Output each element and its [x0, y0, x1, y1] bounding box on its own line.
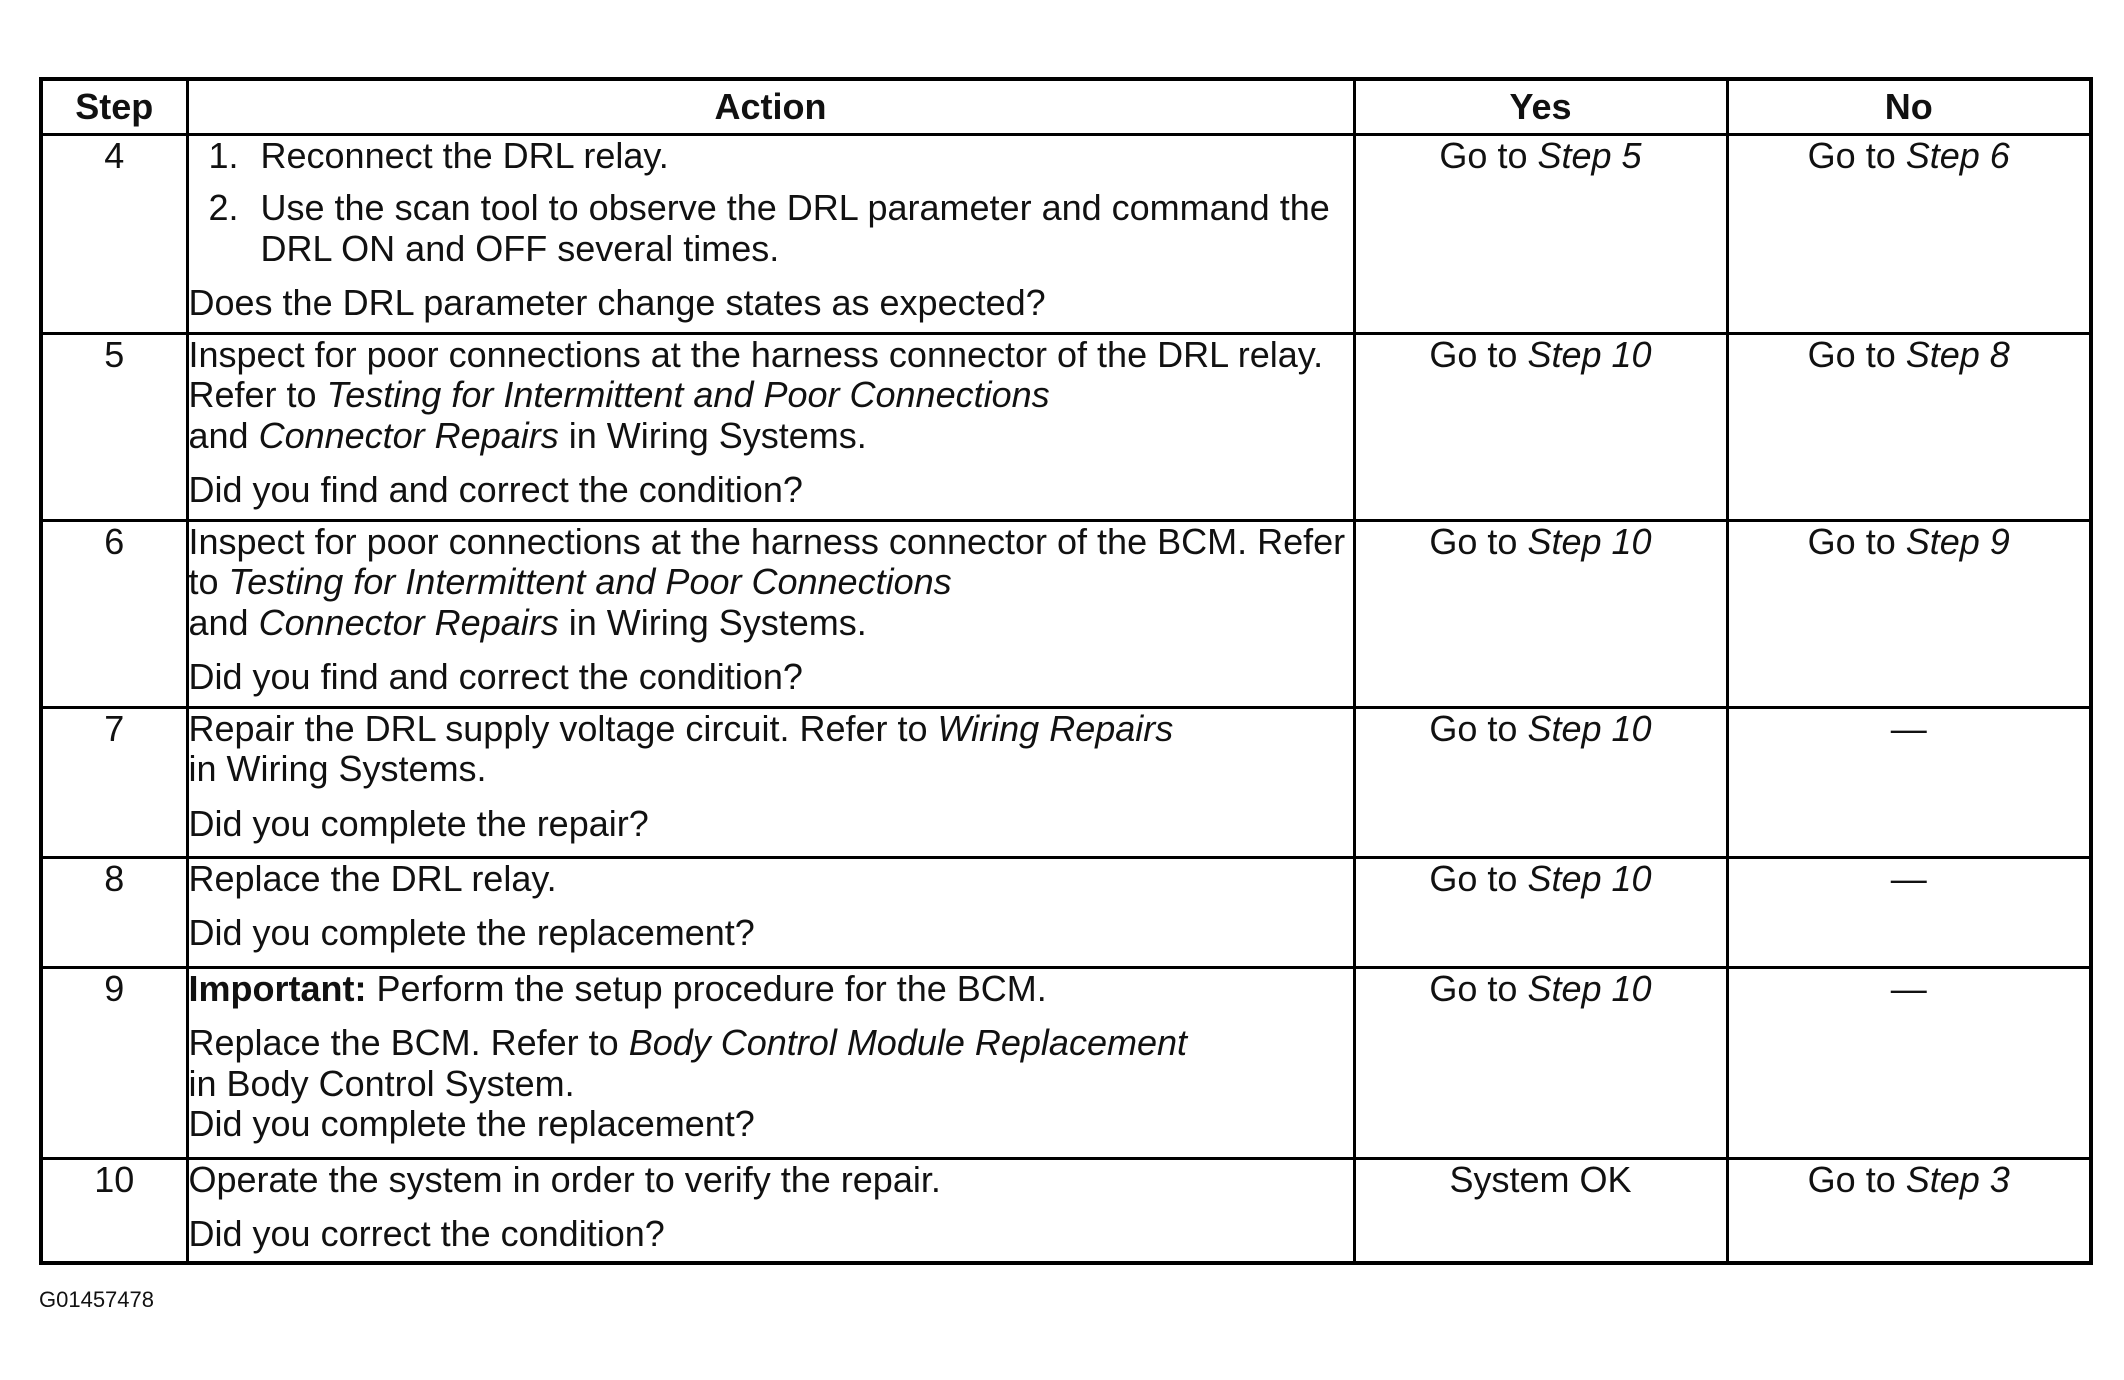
no-dash: —	[1890, 968, 1927, 1009]
no-prefix: Go to	[1807, 1159, 1906, 1200]
yes-cell	[1354, 708, 1727, 858]
list-item: 1. Reconnect the DRL relay.	[249, 136, 1353, 176]
reference-link[interactable]: Wiring Repairs	[937, 708, 1174, 749]
no-step-link[interactable]: Step 6	[1905, 135, 2010, 176]
yes-prefix: Go to	[1429, 968, 1528, 1009]
yes-step-link[interactable]: Step 10	[1527, 521, 1652, 562]
action-cell	[187, 334, 1354, 521]
yes-cell	[1354, 135, 1727, 334]
reference-link[interactable]: Testing for Intermittent and Poor Connections	[326, 374, 1050, 416]
no-cell	[1727, 334, 2091, 521]
step-number: 9	[41, 968, 187, 1159]
reference-link[interactable]: Body Control Module Replacement	[628, 1022, 1188, 1064]
action-cell	[187, 1159, 1354, 1263]
figure-id: G01457478	[39, 1287, 154, 1312]
yes-cell	[1354, 1159, 1727, 1263]
action-list	[189, 136, 1353, 269]
action-question: Did you complete the replacement?	[188, 912, 755, 954]
no-dash: —	[1890, 708, 1927, 749]
step-number: 10	[41, 1159, 187, 1263]
no-prefix: Go to	[1807, 521, 1906, 562]
no-cell	[1727, 858, 2091, 968]
no-prefix: Go to	[1807, 135, 1906, 176]
table-row-step-8	[41, 858, 2091, 968]
yes-step-link[interactable]: Step 10	[1527, 858, 1652, 899]
important-note: Important: Perform the setup procedure for the BCM.	[188, 968, 1047, 1009]
action-text: Operate the system in order to verify the repair.	[188, 1159, 941, 1200]
action-question: Did you find and correct the condition?	[188, 655, 803, 697]
no-prefix: Go to	[1807, 334, 1906, 375]
no-dash: —	[1890, 858, 1927, 899]
system-ok-text: System OK	[1449, 1159, 1632, 1200]
action-text: Inspect for poor connections at the harness connector of the BCM. Refer to Testing for Intermittent and Poor Connections and Connector Repairs in Wiring Systems.	[188, 521, 1346, 643]
reference-link[interactable]: Connector Repairs	[258, 601, 559, 643]
action-question: Did you correct the condition?	[188, 1213, 665, 1255]
table-row-step-5	[41, 334, 2091, 521]
action-cell	[187, 135, 1354, 334]
table-header-row	[41, 79, 2091, 135]
action-question: Did you complete the repair?	[188, 802, 649, 844]
table-row-step-4	[41, 135, 2091, 334]
header-yes: Yes	[1354, 79, 1727, 135]
step-number: 4	[41, 135, 187, 334]
yes-step-link[interactable]: Step 10	[1527, 968, 1652, 1009]
yes-cell	[1354, 334, 1727, 521]
yes-cell	[1354, 968, 1727, 1159]
header-step: Step	[41, 79, 187, 135]
yes-prefix: Go to	[1429, 334, 1528, 375]
table-row-step-7	[41, 708, 2091, 858]
reference-link[interactable]: Testing for Intermittent and Poor Connections	[228, 561, 952, 603]
yes-step-link[interactable]: Step 10	[1527, 708, 1652, 749]
reference-link[interactable]: Connector Repairs	[258, 414, 559, 456]
diagnostic-document	[39, 77, 2089, 1265]
action-cell	[187, 858, 1354, 968]
step-number: 6	[41, 521, 187, 708]
yes-cell	[1354, 858, 1727, 968]
yes-prefix: Go to	[1429, 858, 1528, 899]
no-cell	[1727, 135, 2091, 334]
no-cell	[1727, 708, 2091, 858]
yes-step-link[interactable]: Step 5	[1537, 135, 1642, 176]
diagnostic-table	[39, 77, 2093, 1265]
yes-prefix: Go to	[1429, 521, 1528, 562]
yes-step-link[interactable]: Step 10	[1527, 334, 1652, 375]
action-question: Does the DRL parameter change states as expected?	[188, 281, 1046, 323]
step-number: 7	[41, 708, 187, 858]
no-step-link[interactable]: Step 9	[1905, 521, 2010, 562]
header-action: Action	[187, 79, 1354, 135]
table-row-step-10	[41, 1159, 2091, 1263]
no-step-link[interactable]: Step 8	[1905, 334, 2010, 375]
table-row-step-6	[41, 521, 2091, 708]
yes-prefix: Go to	[1429, 708, 1528, 749]
action-cell	[187, 968, 1354, 1159]
header-no: No	[1727, 79, 2091, 135]
action-text: Replace the BCM. Refer to Body Control Module Replacement in Body Control System.	[188, 1022, 1188, 1104]
yes-prefix: Go to	[1439, 135, 1538, 176]
no-cell	[1727, 1159, 2091, 1263]
action-cell	[187, 708, 1354, 858]
no-cell	[1727, 521, 2091, 708]
action-text: Repair the DRL supply voltage circuit. Refer to Wiring Repairs in Wiring Systems.	[188, 708, 1174, 790]
action-text: Inspect for poor connections at the harness connector of the DRL relay. Refer to Testing for Intermittent and Poor Connections and Connector Repairs in Wiring Systems.	[188, 334, 1324, 456]
action-question: Did you find and correct the condition?	[188, 468, 803, 510]
list-item: 2. Use the scan tool to observe the DRL parameter and command the DRL ON and OFF several times.	[249, 188, 1353, 269]
no-cell	[1727, 968, 2091, 1159]
no-step-link[interactable]: Step 3	[1905, 1159, 2010, 1200]
action-question: Did you complete the replacement?	[188, 1102, 755, 1144]
yes-cell	[1354, 521, 1727, 708]
step-number: 5	[41, 334, 187, 521]
action-text: Replace the DRL relay.	[188, 858, 557, 899]
step-number: 8	[41, 858, 187, 968]
important-label: Important:	[188, 968, 367, 1009]
action-cell	[187, 521, 1354, 708]
table-row-step-9	[41, 968, 2091, 1159]
